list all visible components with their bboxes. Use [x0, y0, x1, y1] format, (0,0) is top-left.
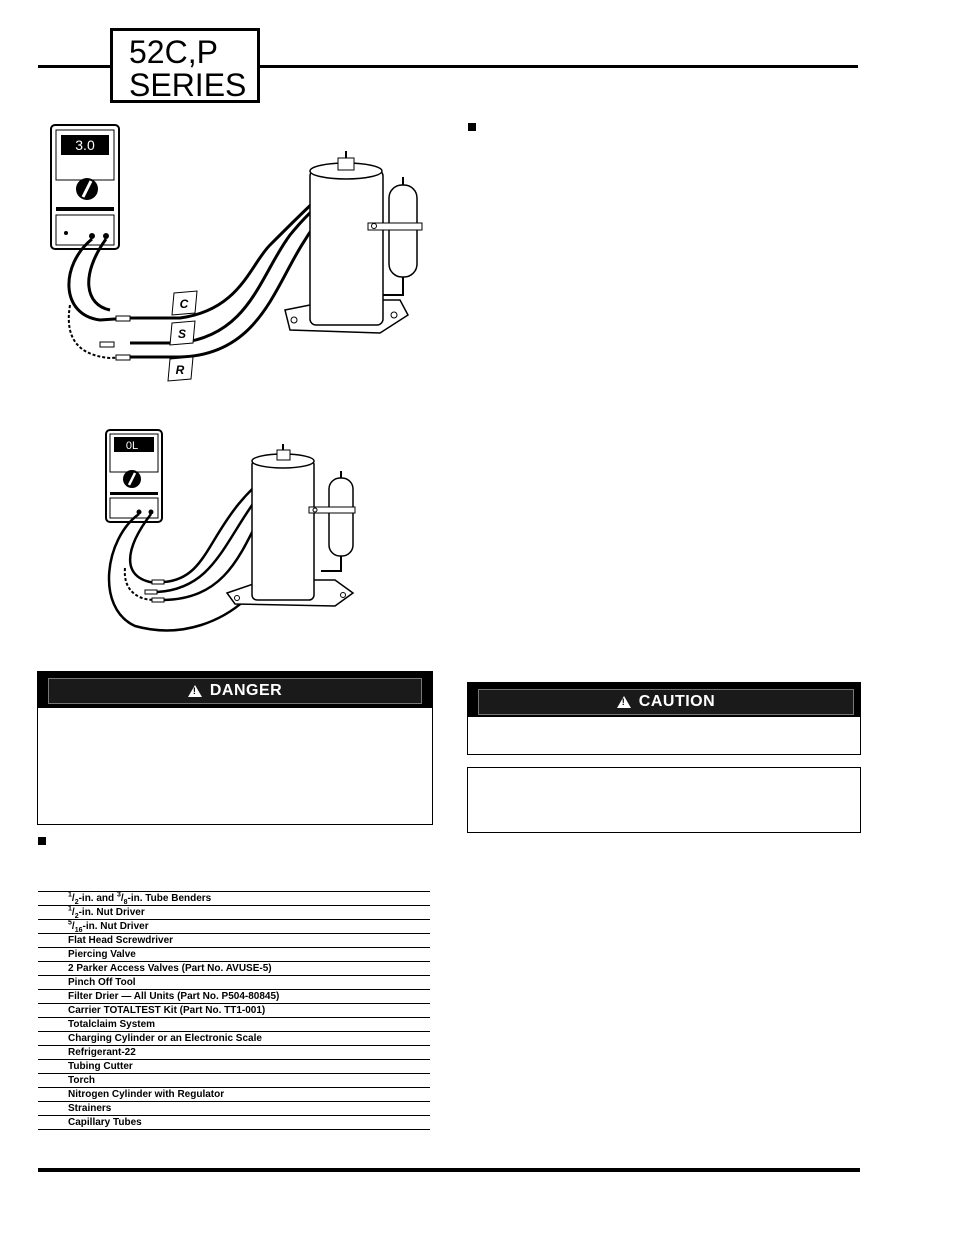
tool-cell: $^1/_2-in$. Nut Driver	[38, 906, 430, 920]
tool-cell: $^5/_{16}-in$. Nut Driver	[38, 920, 430, 934]
terminal-label-r: R	[175, 363, 185, 377]
danger-label: DANGER	[209, 682, 283, 699]
figure-compressor-resistance-test	[40, 115, 430, 395]
table-row	[38, 962, 430, 976]
figure-compressor-ground-test	[95, 428, 365, 638]
table-row	[38, 934, 430, 948]
tool-cell: Torch	[38, 1074, 430, 1088]
terminal-tag-r	[168, 357, 193, 381]
section-bullet-right	[468, 123, 476, 131]
table-row	[38, 1088, 430, 1102]
meter-reading-2: 0L	[125, 440, 139, 452]
table-row	[38, 1018, 430, 1032]
warning-triangle-icon	[617, 696, 631, 708]
table-row	[38, 1004, 430, 1018]
table-row	[38, 976, 430, 990]
section-bullet-left	[38, 837, 46, 845]
table-row	[38, 990, 430, 1004]
series-title-line2: SERIES	[129, 67, 247, 103]
meter-reading-1: 3.0	[75, 137, 95, 153]
terminal-label-s: S	[177, 327, 187, 341]
table-row	[38, 892, 430, 906]
tool-cell: Refrigerant-22	[38, 1046, 430, 1060]
tool-cell: $^1/_2-in$. and $^3/_8-in$. Tube Benders	[38, 892, 430, 906]
tool-cell: Strainers	[38, 1102, 430, 1116]
multimeter-1	[51, 125, 119, 249]
footer-rule	[38, 1168, 860, 1172]
terminal-tag-c	[172, 291, 197, 315]
table-row	[38, 1116, 430, 1130]
warning-triangle-icon	[188, 685, 202, 697]
table-row	[38, 948, 430, 962]
tool-cell: Flat Head Screwdriver	[38, 934, 430, 948]
table-row	[38, 1060, 430, 1074]
table-row	[38, 920, 430, 934]
tool-cell: Filter Drier — All Units (Part No. P504-80845)	[38, 990, 430, 1004]
tool-cell: Charging Cylinder or an Electronic Scale	[38, 1032, 430, 1046]
tool-cell: Nitrogen Cylinder with Regulator	[38, 1088, 430, 1102]
series-title-line1: 52C,P	[129, 34, 218, 70]
tool-cell: 2 Parker Access Valves (Part No. AVUSE-5)	[38, 962, 430, 976]
tool-cell: Totalclaim System	[38, 1018, 430, 1032]
table-row	[38, 1046, 430, 1060]
danger-label-bar	[48, 678, 422, 704]
compressor-2	[227, 444, 355, 606]
tool-cell: Capillary Tubes	[38, 1116, 430, 1130]
danger-box	[37, 671, 433, 825]
table-row	[38, 1102, 430, 1116]
caution-box	[467, 682, 861, 755]
compressor-1	[285, 151, 422, 333]
tool-cell: Carrier TOTALTEST Kit (Part No. TT1-001)	[38, 1004, 430, 1018]
caution-label: CAUTION	[638, 693, 716, 710]
table-row	[38, 1032, 430, 1046]
table-row	[38, 1074, 430, 1088]
terminal-label-c: C	[179, 297, 189, 311]
tools-table	[38, 891, 430, 1130]
tool-cell: Piercing Valve	[38, 948, 430, 962]
multimeter-2	[106, 430, 162, 522]
table-row	[38, 906, 430, 920]
tool-cell: Pinch Off Tool	[38, 976, 430, 990]
series-title-box	[110, 28, 260, 103]
caution-label-bar	[478, 689, 854, 715]
tool-cell: Tubing Cutter	[38, 1060, 430, 1074]
note-box	[467, 767, 861, 833]
terminal-tag-s	[170, 321, 195, 345]
